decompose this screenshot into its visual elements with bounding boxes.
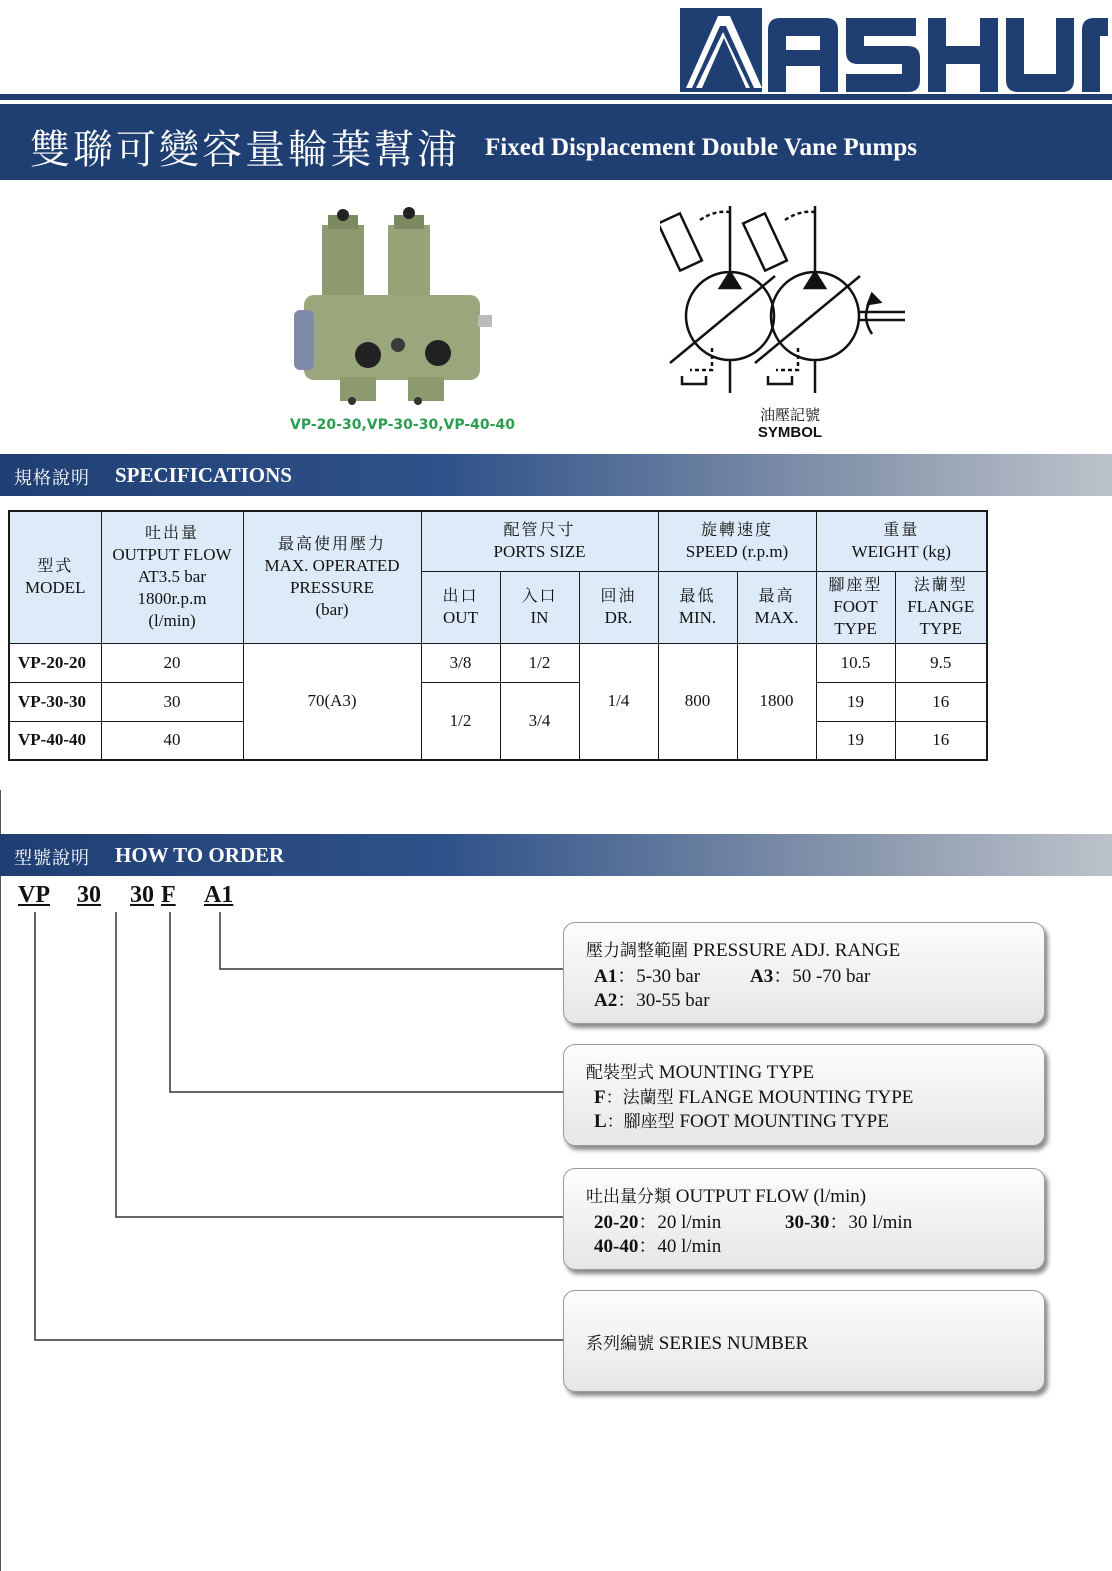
a3-value: ：50 -70 bar bbox=[773, 966, 871, 987]
flow-40-code: 40-40 bbox=[594, 1236, 639, 1257]
ashun-logo bbox=[680, 8, 1108, 92]
a1-value: ：5-30 bar bbox=[617, 966, 701, 987]
specifications-title-cn: 規格說明 bbox=[14, 468, 90, 489]
mount-box-title-en: MOUNTING TYPE bbox=[658, 1062, 815, 1083]
flow-20-value: ：20 l/min bbox=[638, 1212, 722, 1233]
a3-code: A3 bbox=[750, 966, 774, 987]
pump-photo bbox=[290, 205, 505, 410]
flow-box-title-en: OUTPUT FLOW (l/min) bbox=[675, 1186, 867, 1207]
header-in: 入口 IN bbox=[500, 571, 579, 643]
cell-foot-weight: 19 bbox=[816, 682, 895, 721]
cell-out: 3/8 bbox=[421, 643, 500, 682]
specifications-section-bar bbox=[0, 454, 1112, 496]
header-out: 出口 OUT bbox=[421, 571, 500, 643]
code-flow-2: 30 bbox=[130, 882, 154, 908]
cell-flow: 30 bbox=[101, 682, 243, 721]
series-number-box bbox=[563, 1290, 1045, 1392]
pressure-box-title-en: PRESSURE ADJ. RANGE bbox=[692, 940, 901, 961]
cell-flange-weight: 16 bbox=[895, 682, 987, 721]
header-output-flow: 吐出量 OUTPUT FLOW AT3.5 bar 1800r.p.m (l/min) bbox=[101, 511, 243, 643]
flow-30-code: 30-30 bbox=[785, 1212, 830, 1233]
pressure-range-box bbox=[563, 922, 1045, 1024]
flow-20-code: 20-20 bbox=[594, 1212, 639, 1233]
how-to-order-section-bar bbox=[0, 834, 1112, 876]
how-to-order-title-cn: 型號說明 bbox=[14, 848, 90, 869]
header-max: 最高 MAX. bbox=[737, 571, 816, 643]
cell-flange-weight: 9.5 bbox=[895, 643, 987, 682]
header-rule bbox=[0, 94, 1112, 100]
page-title-cn: 雙聯可變容量輪葉幫浦 bbox=[30, 127, 460, 173]
header-model: 型式 MODEL bbox=[9, 511, 101, 643]
code-pressure: A1 bbox=[204, 882, 234, 908]
cell-flow: 20 bbox=[101, 643, 243, 682]
header-ports-size: 配管尺寸 PORTS SIZE bbox=[421, 511, 658, 571]
cell-flow: 40 bbox=[101, 721, 243, 760]
cell-in: 1/2 bbox=[500, 643, 579, 682]
cell-flange-weight: 16 bbox=[895, 721, 987, 760]
symbol-label-cn: 油壓記號 bbox=[759, 406, 820, 424]
cell-foot-weight: 19 bbox=[816, 721, 895, 760]
l-code: L bbox=[594, 1111, 607, 1132]
flow-box-title-cn: 吐出量分類 bbox=[586, 1187, 671, 1207]
flow-30-value: ：30 l/min bbox=[829, 1212, 913, 1233]
header-dr: 回油 DR. bbox=[579, 571, 658, 643]
cell-min-speed: 800 bbox=[658, 643, 737, 760]
a2-value: ：30-55 bar bbox=[617, 990, 710, 1011]
cell-pressure: 70(A3) bbox=[243, 643, 421, 760]
header-max-pressure: 最高使用壓力 MAX. OPERATED PRESSURE (bar) bbox=[243, 511, 421, 643]
l-cn: ：腳座型 bbox=[606, 1112, 675, 1132]
mounting-type-box bbox=[563, 1044, 1045, 1146]
header-foot-type: 腳座型 FOOT TYPE bbox=[816, 571, 895, 643]
header-min: 最低 MIN. bbox=[658, 571, 737, 643]
pressure-box-title-cn: 壓力調整範圍 bbox=[586, 941, 688, 961]
title-bar bbox=[0, 104, 1112, 180]
code-flow-1: 30 bbox=[77, 882, 101, 908]
f-cn: ：法蘭型 bbox=[605, 1088, 674, 1108]
header-speed: 旋轉速度 SPEED (r.p.m) bbox=[658, 511, 816, 571]
a1-code: A1 bbox=[594, 966, 618, 987]
specifications-title-en: SPECIFICATIONS bbox=[115, 463, 292, 487]
table-row bbox=[9, 643, 987, 682]
code-mount: F bbox=[161, 882, 176, 908]
specifications-table bbox=[8, 510, 988, 761]
series-box-title-en: SERIES NUMBER bbox=[658, 1333, 809, 1354]
cell-model: VP-20-20 bbox=[9, 643, 101, 682]
f-en: FLANGE MOUNTING TYPE bbox=[678, 1087, 914, 1108]
how-to-order-title-en: HOW TO ORDER bbox=[115, 843, 285, 867]
cell-out: 1/2 bbox=[421, 682, 500, 760]
series-box-title-cn: 系列編號 bbox=[586, 1334, 654, 1354]
symbol-label-en: SYMBOL bbox=[757, 424, 823, 441]
cell-max-speed: 1800 bbox=[737, 643, 816, 760]
mount-box-title-cn: 配裝型式 bbox=[586, 1063, 654, 1083]
photo-caption: VP-20-30,VP-30-30,VP-40-40 bbox=[290, 417, 515, 433]
a2-code: A2 bbox=[594, 990, 618, 1011]
hydraulic-symbol bbox=[660, 198, 910, 398]
cell-in: 3/4 bbox=[500, 682, 579, 760]
l-en: FOOT MOUNTING TYPE bbox=[679, 1111, 889, 1132]
cell-model: VP-30-30 bbox=[9, 682, 101, 721]
cell-dr: 1/4 bbox=[579, 643, 658, 760]
table-row bbox=[9, 682, 987, 721]
output-flow-box bbox=[563, 1168, 1045, 1270]
cell-model: VP-40-40 bbox=[9, 721, 101, 760]
f-code: F bbox=[594, 1087, 606, 1108]
header-weight: 重量 WEIGHT (kg) bbox=[816, 511, 987, 571]
cell-foot-weight: 10.5 bbox=[816, 643, 895, 682]
code-series: VP bbox=[18, 882, 50, 908]
flow-40-value: ：40 l/min bbox=[638, 1236, 722, 1257]
page-title-en: Fixed Displacement Double Vane Pumps bbox=[485, 134, 917, 161]
header-flange-type: 法蘭型 FLANGE TYPE bbox=[895, 571, 987, 643]
